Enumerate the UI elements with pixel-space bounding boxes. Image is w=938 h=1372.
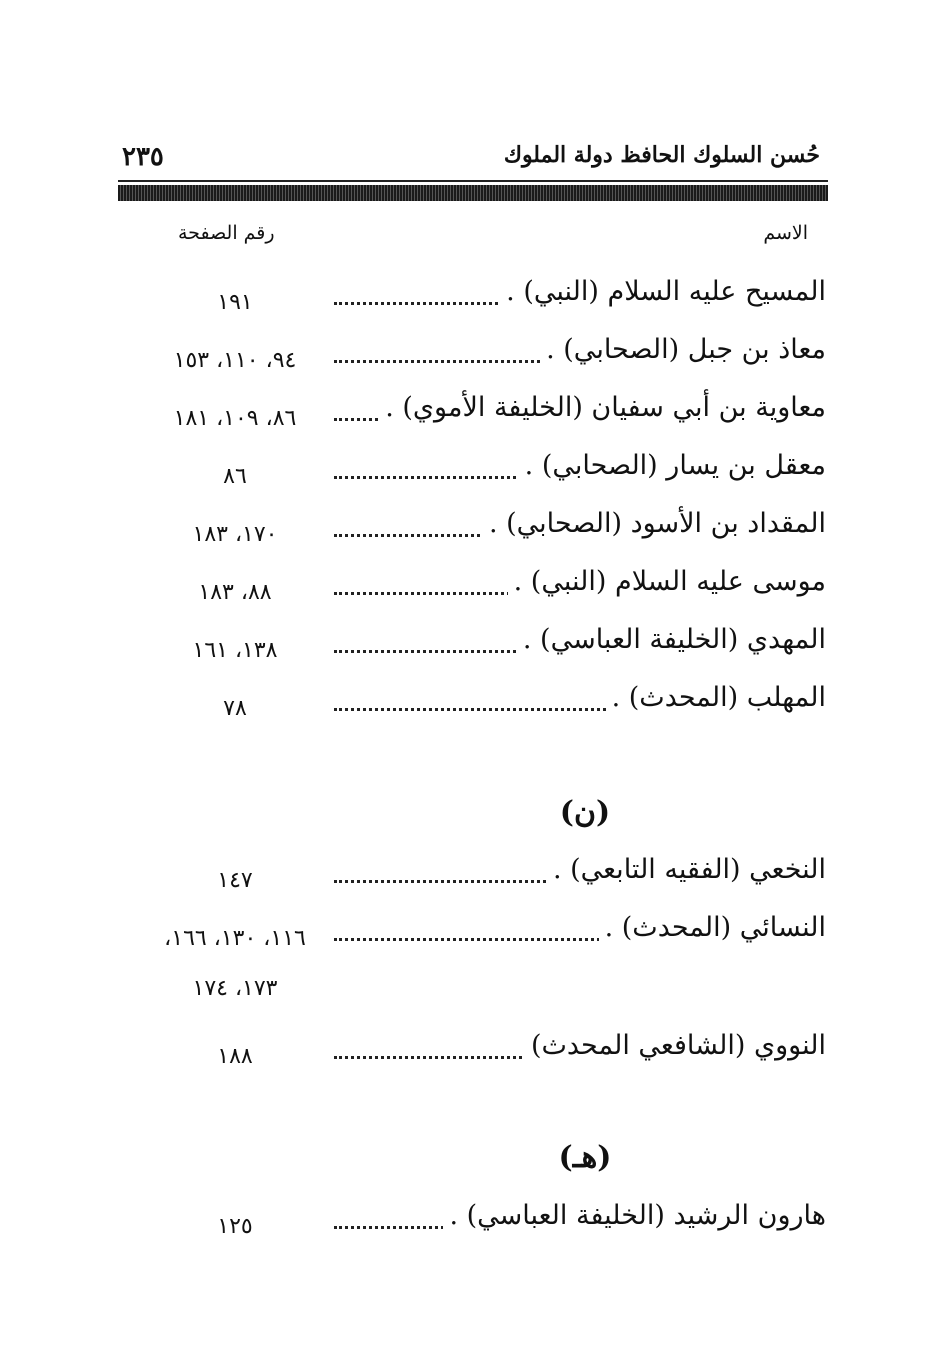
entry-pages: ١٨٨ <box>217 1044 253 1069</box>
entry-pages: ١٤٧ <box>217 868 253 893</box>
entry-pages: ١٩١ <box>217 290 253 315</box>
section-letter-nun: (ن) <box>559 795 611 830</box>
index-entry <box>0 334 938 394</box>
entry-name: النسائي (المحدث) . <box>599 912 826 943</box>
entry-name: هارون الرشيد (الخليفة العباسي) . <box>443 1200 826 1231</box>
entry-pages: ١٣٨، ١٦١ <box>192 638 278 663</box>
section-letter-ha: (هـ) <box>558 1140 612 1175</box>
entry-name: المهلب (المحدث) . <box>606 682 826 713</box>
running-header <box>118 138 828 180</box>
entry-pages: ٧٨ <box>223 696 247 721</box>
entry-name: المهدي (الخليفة العباسي) . <box>517 624 826 655</box>
entry-pages: ١٢٥ <box>217 1214 253 1239</box>
entry-name: النخعي (الفقيه التابعي) . <box>547 854 826 885</box>
header-rule <box>118 180 828 182</box>
column-header-name: الاسم <box>763 222 808 244</box>
index-entry <box>0 450 938 510</box>
entry-pages: ٨٦ <box>223 464 247 489</box>
entry-pages: ٨٨، ١٨٣ <box>198 580 272 605</box>
index-entry <box>0 854 938 914</box>
entry-pages: ١٧٠، ١٨٣ <box>192 522 278 547</box>
index-entry <box>0 1200 938 1260</box>
index-entry <box>0 1030 938 1090</box>
page-number: ٢٣٥ <box>122 142 164 172</box>
entry-pages: ٨٦، ١٠٩، ١٨١ <box>173 406 297 431</box>
header-band <box>118 185 828 201</box>
index-entry <box>0 624 938 684</box>
entry-pages-continued: ١٧٣، ١٧٤ <box>192 976 278 1001</box>
entry-pages: ٩٤، ١١٠، ١٥٣ <box>173 348 297 373</box>
entry-name: معاوية بن أبي سفيان (الخليفة الأموي) . <box>379 392 826 423</box>
entry-name: المقداد بن الأسود (الصحابي) . <box>483 508 826 539</box>
entry-name: معقل بن يسار (الصحابي) . <box>519 450 826 481</box>
index-entry <box>0 682 938 742</box>
index-entry <box>0 912 938 1022</box>
entry-name: النووي (الشافعي المحدث) <box>525 1030 826 1061</box>
index-entry <box>0 392 938 452</box>
entry-name: معاذ بن جبل (الصحابي) . <box>540 334 826 365</box>
entry-pages: ١١٦، ١٣٠، ١٦٦، <box>164 926 306 951</box>
entry-name: موسى عليه السلام (النبي) . <box>508 566 826 597</box>
entry-name: المسيح عليه السلام (النبي) . <box>500 276 826 307</box>
index-entry <box>0 508 938 568</box>
index-entry <box>0 566 938 626</box>
book-title: حُسن السلوك الحافظ دولة الملوك <box>503 142 820 168</box>
column-header-pages: رقم الصفحة <box>178 222 275 244</box>
index-entry <box>0 276 938 336</box>
